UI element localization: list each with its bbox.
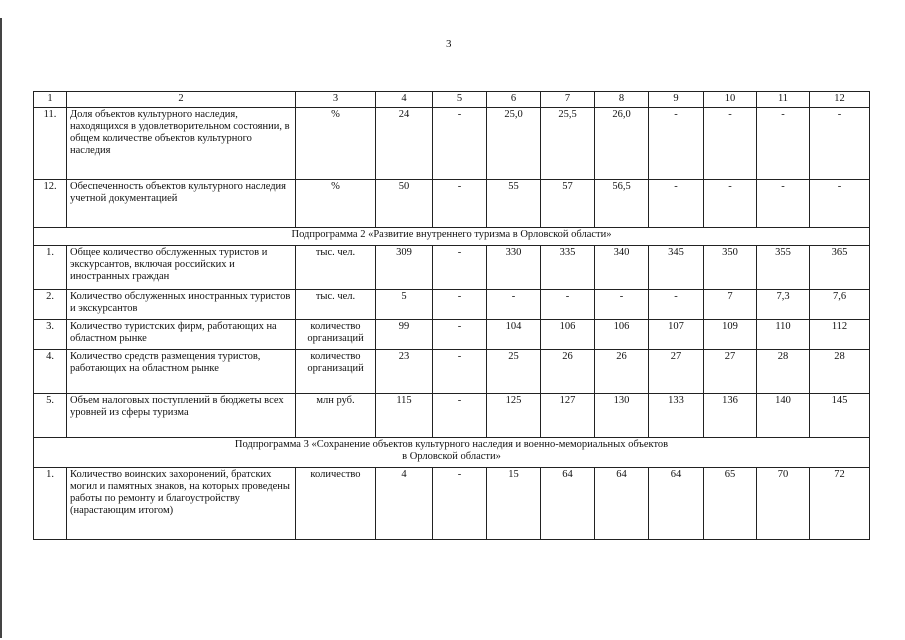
subprogram-2-title: Подпрограмма 2 «Развитие внутреннего туризма в Орловской области» — [34, 228, 870, 246]
unit: % — [296, 180, 376, 228]
value-cell: 56,5 — [595, 180, 649, 228]
value-cell: - — [757, 108, 810, 180]
value-cell: 55 — [487, 180, 541, 228]
value-cell: 106 — [541, 320, 595, 350]
value-cell: 355 — [757, 246, 810, 290]
table-row — [34, 180, 870, 228]
value-cell: - — [704, 180, 757, 228]
value-cell: 25,5 — [541, 108, 595, 180]
table-row — [34, 320, 870, 350]
value-cell: 345 — [649, 246, 704, 290]
row-number: 12. — [34, 180, 67, 228]
indicator-name: Объем налоговых поступлений в бюджеты всех уровней из сферы туризма — [67, 394, 296, 438]
table-row — [34, 290, 870, 320]
value-cell: - — [433, 350, 487, 394]
value-cell: 7,3 — [757, 290, 810, 320]
value-cell: 145 — [810, 394, 870, 438]
value-cell: - — [810, 108, 870, 180]
table-row — [34, 394, 870, 438]
header-cell: 12 — [810, 92, 870, 108]
value-cell: 27 — [704, 350, 757, 394]
value-cell: 140 — [757, 394, 810, 438]
value-cell: 15 — [487, 468, 541, 540]
page-number: 3 — [446, 38, 452, 50]
value-cell: 335 — [541, 246, 595, 290]
value-cell: - — [433, 108, 487, 180]
value-cell: 28 — [757, 350, 810, 394]
value-cell: - — [433, 468, 487, 540]
header-cell: 5 — [433, 92, 487, 108]
value-cell: 125 — [487, 394, 541, 438]
value-cell: 65 — [704, 468, 757, 540]
row-number: 11. — [34, 108, 67, 180]
indicators-table — [33, 91, 870, 540]
table-row — [34, 468, 870, 540]
subprogram-3-title-line1: Подпрограмма 3 «Сохранение объектов культурного наследия и военно-мемориальных объектов — [234, 439, 669, 450]
value-cell: 127 — [541, 394, 595, 438]
value-cell: 64 — [541, 468, 595, 540]
header-cell: 6 — [487, 92, 541, 108]
value-cell: - — [595, 290, 649, 320]
value-cell: 64 — [595, 468, 649, 540]
unit: количество — [296, 468, 376, 540]
value-cell: 26,0 — [595, 108, 649, 180]
value-cell: 130 — [595, 394, 649, 438]
unit: млн руб. — [296, 394, 376, 438]
indicator-name: Количество обслуженных иностранных туристов и экскурсантов — [67, 290, 296, 320]
value-cell: 99 — [376, 320, 433, 350]
value-cell: 112 — [810, 320, 870, 350]
unit: % — [296, 108, 376, 180]
unit: тыс. чел. — [296, 246, 376, 290]
value-cell: 27 — [649, 350, 704, 394]
value-cell: - — [704, 108, 757, 180]
value-cell: 340 — [595, 246, 649, 290]
value-cell: - — [433, 246, 487, 290]
value-cell: - — [810, 180, 870, 228]
header-cell: 11 — [757, 92, 810, 108]
scan-edge-line — [0, 18, 2, 638]
unit: количество организаций — [296, 350, 376, 394]
value-cell: 350 — [704, 246, 757, 290]
value-cell: 133 — [649, 394, 704, 438]
row-number: 3. — [34, 320, 67, 350]
value-cell: 72 — [810, 468, 870, 540]
value-cell: - — [433, 290, 487, 320]
table-row — [34, 246, 870, 290]
value-cell: 26 — [541, 350, 595, 394]
value-cell: 365 — [810, 246, 870, 290]
header-cell: 7 — [541, 92, 595, 108]
header-cell: 9 — [649, 92, 704, 108]
indicator-name: Общее количество обслуженных туристов и экскурсантов, включая российских и иностранных граждан — [67, 246, 296, 290]
header-cell: 8 — [595, 92, 649, 108]
value-cell: 104 — [487, 320, 541, 350]
value-cell: 107 — [649, 320, 704, 350]
indicator-name: Количество туристских фирм, работающих на областном рынке — [67, 320, 296, 350]
section-row — [34, 438, 870, 468]
value-cell: 64 — [649, 468, 704, 540]
header-cell: 10 — [704, 92, 757, 108]
row-number: 1. — [34, 246, 67, 290]
value-cell: 23 — [376, 350, 433, 394]
indicator-name: Количество средств размещения туристов, работающих на областном рынке — [67, 350, 296, 394]
unit: тыс. чел. — [296, 290, 376, 320]
section-row — [34, 228, 870, 246]
row-number: 5. — [34, 394, 67, 438]
value-cell: 25,0 — [487, 108, 541, 180]
value-cell: - — [433, 320, 487, 350]
unit: количество организаций — [296, 320, 376, 350]
value-cell: 110 — [757, 320, 810, 350]
header-cell: 2 — [67, 92, 296, 108]
value-cell: 7 — [704, 290, 757, 320]
value-cell: 109 — [704, 320, 757, 350]
indicator-name: Доля объектов культурного наследия, находящихся в удовлетворительном состоянии, в общем количестве объектов культурного наследия — [67, 108, 296, 180]
value-cell: 24 — [376, 108, 433, 180]
value-cell: 25 — [487, 350, 541, 394]
value-cell: 330 — [487, 246, 541, 290]
indicator-name: Количество воинских захоронений, братских могил и памятных знаков, на которых проведены работы по ремонту и благоустройству (нарастающим итогом) — [67, 468, 296, 540]
value-cell: 115 — [376, 394, 433, 438]
value-cell: 136 — [704, 394, 757, 438]
value-cell: 5 — [376, 290, 433, 320]
indicator-name: Обеспеченность объектов культурного наследия учетной документацией — [67, 180, 296, 228]
value-cell: - — [433, 394, 487, 438]
value-cell: 106 — [595, 320, 649, 350]
value-cell: 28 — [810, 350, 870, 394]
value-cell: 50 — [376, 180, 433, 228]
value-cell: - — [757, 180, 810, 228]
row-number: 1. — [34, 468, 67, 540]
header-cell: 1 — [34, 92, 67, 108]
header-row — [34, 92, 870, 108]
subprogram-3-title-line2: в Орловской области» — [402, 451, 501, 462]
row-number: 4. — [34, 350, 67, 394]
value-cell: - — [487, 290, 541, 320]
value-cell: - — [541, 290, 595, 320]
value-cell: 26 — [595, 350, 649, 394]
row-number: 2. — [34, 290, 67, 320]
table-row — [34, 108, 870, 180]
value-cell: 57 — [541, 180, 595, 228]
value-cell: 4 — [376, 468, 433, 540]
header-cell: 4 — [376, 92, 433, 108]
value-cell: - — [649, 108, 704, 180]
subprogram-3-title — [34, 438, 870, 468]
value-cell: - — [433, 180, 487, 228]
table-row — [34, 350, 870, 394]
header-cell: 3 — [296, 92, 376, 108]
value-cell: 7,6 — [810, 290, 870, 320]
value-cell: 309 — [376, 246, 433, 290]
value-cell: - — [649, 180, 704, 228]
value-cell: - — [649, 290, 704, 320]
value-cell: 70 — [757, 468, 810, 540]
